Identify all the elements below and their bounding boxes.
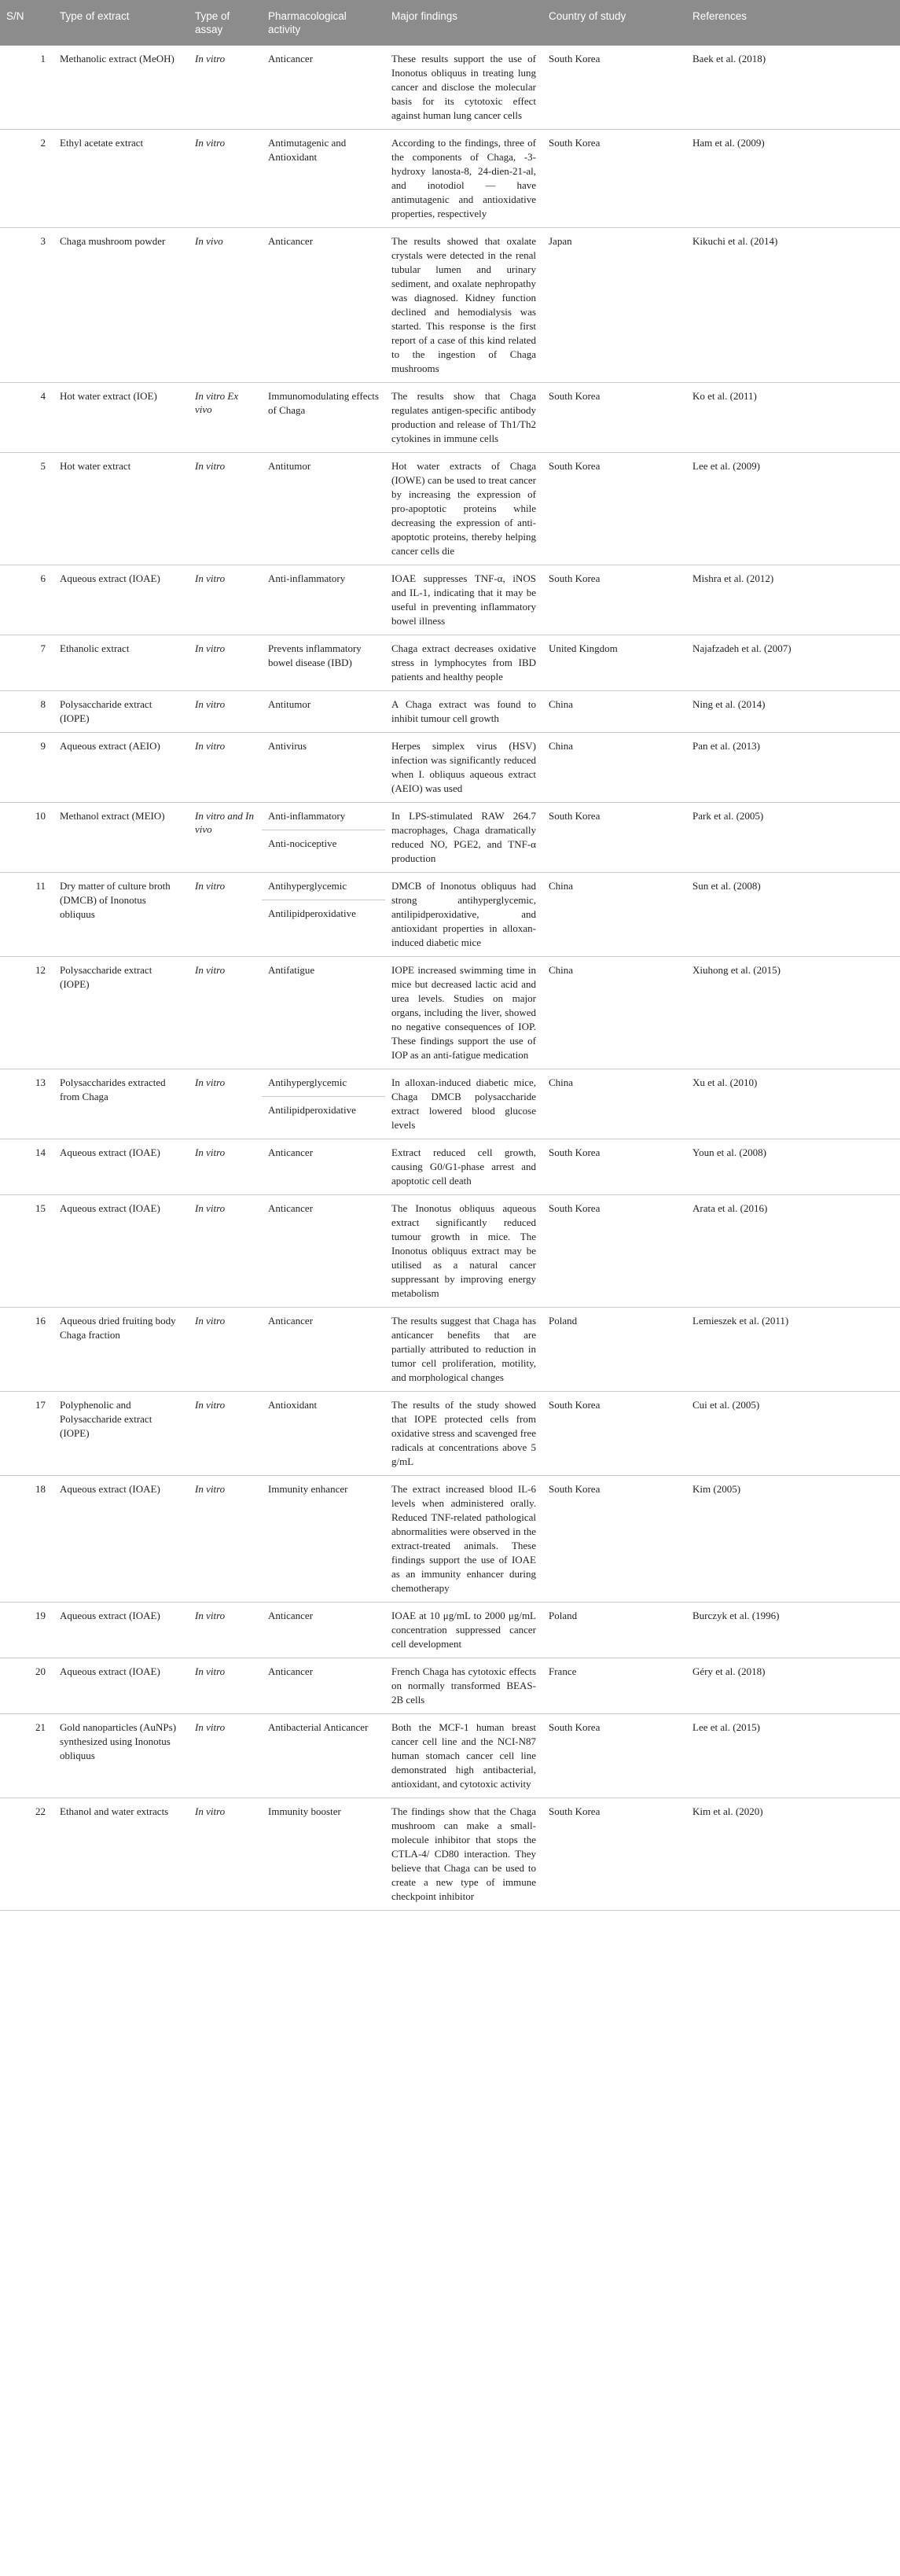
cell-activity xyxy=(262,635,385,691)
cell-extract: Aqueous extract (IOAE) xyxy=(53,1658,189,1714)
cell-reference: Kikuchi et al. (2014) xyxy=(686,228,900,383)
cell-reference: Ham et al. (2009) xyxy=(686,130,900,228)
cell-reference: Arata et al. (2016) xyxy=(686,1195,900,1308)
cell-assay: In vitro xyxy=(189,1658,262,1714)
cell-findings: A Chaga extract was found to inhibit tumour cell growth xyxy=(385,691,542,733)
cell-assay: In vitro xyxy=(189,1476,262,1603)
cell-reference: Ning et al. (2014) xyxy=(686,691,900,733)
cell-findings: The results showed that oxalate crystals were detected in the renal tubular lumen and urinary sediment, and oxalate nephropathy was diagnosed. Kidney function declined and hemodialysis was started. This response is the first report of a case of this kind related to the ingestion of Chaga mushrooms xyxy=(385,228,542,383)
cell-extract: Polysaccharides extracted from Chaga xyxy=(53,1069,189,1139)
cell-sn: 5 xyxy=(0,453,53,565)
cell-reference: Ko et al. (2011) xyxy=(686,383,900,453)
cell-activity xyxy=(262,957,385,1069)
cell-reference: Lemieszek et al. (2011) xyxy=(686,1308,900,1392)
activity-item: Anticancer xyxy=(268,235,314,247)
cell-extract: Gold nanoparticles (AuNPs) synthesized using Inonotus obliquus xyxy=(53,1714,189,1798)
activity-item: Anti-inflammatory xyxy=(268,572,346,584)
activity-item: Antimutagenic and Antioxidant xyxy=(268,137,347,163)
cell-country: United Kingdom xyxy=(542,635,686,691)
cell-assay: In vitro xyxy=(189,1798,262,1911)
cell-activity xyxy=(262,1392,385,1476)
header-country: Country of study xyxy=(542,0,686,46)
cell-country: South Korea xyxy=(542,1139,686,1195)
cell-findings: In LPS-stimulated RAW 264.7 macrophages, Chaga dramatically reduced NO, PGE2, and TNF-α production xyxy=(385,803,542,873)
cell-assay: In vitro xyxy=(189,1392,262,1476)
cell-activity xyxy=(262,803,385,873)
table-row xyxy=(0,453,900,565)
cell-assay: In vitro xyxy=(189,1308,262,1392)
cell-sn: 9 xyxy=(0,733,53,803)
cell-sn: 4 xyxy=(0,383,53,453)
cell-findings: IOPE increased swimming time in mice but decreased lactic acid and urea levels. Studies on major organs, including the liver, showed no negative consequences of IOP. These findings support the use of IOP as an anti-fatigue medication xyxy=(385,957,542,1069)
activity-item: Immunomodulating effects of Chaga xyxy=(268,390,379,416)
cell-reference: Xu et al. (2010) xyxy=(686,1069,900,1139)
cell-findings: In alloxan-induced diabetic mice, Chaga DMCB polysaccharide extract lowered blood glucose levels xyxy=(385,1069,542,1139)
table-row xyxy=(0,957,900,1069)
cell-sn: 11 xyxy=(0,873,53,957)
cell-sn: 16 xyxy=(0,1308,53,1392)
cell-country: Poland xyxy=(542,1603,686,1658)
cell-extract: Aqueous extract (AEIO) xyxy=(53,733,189,803)
cell-sn: 1 xyxy=(0,46,53,130)
table-row xyxy=(0,1658,900,1714)
cell-assay: In vitro xyxy=(189,635,262,691)
cell-assay: In vitro xyxy=(189,1603,262,1658)
cell-reference: Baek et al. (2018) xyxy=(686,46,900,130)
cell-country: South Korea xyxy=(542,1195,686,1308)
cell-country: South Korea xyxy=(542,1798,686,1911)
cell-findings: DMCB of Inonotus obliquus had strong antihyperglycemic, antilipidperoxidative, and antioxidant properties in alloxan-induced diabetic mice xyxy=(385,873,542,957)
cell-country: Poland xyxy=(542,1308,686,1392)
cell-activity xyxy=(262,1658,385,1714)
cell-extract: Ethanol and water extracts xyxy=(53,1798,189,1911)
cell-country: South Korea xyxy=(542,1714,686,1798)
cell-reference: Burczyk et al. (1996) xyxy=(686,1603,900,1658)
cell-extract: Ethyl acetate extract xyxy=(53,130,189,228)
header-type-assay: Type of assay xyxy=(189,0,262,46)
cell-sn: 12 xyxy=(0,957,53,1069)
cell-sn: 14 xyxy=(0,1139,53,1195)
table-row xyxy=(0,1308,900,1392)
cell-activity xyxy=(262,691,385,733)
cell-findings: Both the MCF-1 human breast cancer cell line and the NCI-N87 human stomach cancer cell line demonstrated high antibacterial, antioxidant, and cytotoxic activity xyxy=(385,1714,542,1798)
activity-item: Anti-nociceptive xyxy=(262,830,385,851)
cell-country: South Korea xyxy=(542,130,686,228)
activity-item: Anticancer xyxy=(268,1202,314,1214)
cell-assay: In vitro xyxy=(189,46,262,130)
cell-extract: Polysaccharide extract (IOPE) xyxy=(53,691,189,733)
table-row xyxy=(0,1476,900,1603)
table-row xyxy=(0,1392,900,1476)
cell-sn: 21 xyxy=(0,1714,53,1798)
activity-item: Anticancer xyxy=(268,53,314,64)
cell-sn: 15 xyxy=(0,1195,53,1308)
cell-activity xyxy=(262,873,385,957)
activity-item: Antihyperglycemic xyxy=(268,1076,347,1088)
cell-country: South Korea xyxy=(542,1476,686,1603)
activity-item: Immunity enhancer xyxy=(268,1483,348,1495)
cell-activity xyxy=(262,453,385,565)
cell-country: South Korea xyxy=(542,1392,686,1476)
activity-item: Immunity booster xyxy=(268,1805,341,1817)
cell-sn: 13 xyxy=(0,1069,53,1139)
cell-sn: 17 xyxy=(0,1392,53,1476)
cell-country: China xyxy=(542,1069,686,1139)
cell-reference: Kim et al. (2020) xyxy=(686,1798,900,1911)
activity-item: Anticancer xyxy=(268,1610,314,1621)
cell-sn: 8 xyxy=(0,691,53,733)
cell-reference: Mishra et al. (2012) xyxy=(686,565,900,635)
cell-activity xyxy=(262,1308,385,1392)
table-row xyxy=(0,383,900,453)
cell-sn: 2 xyxy=(0,130,53,228)
cell-assay: In vivo xyxy=(189,228,262,383)
cell-findings: IOAE at 10 μg/mL to 2000 μg/mL concentration suppressed cancer cell development xyxy=(385,1603,542,1658)
cell-findings: The Inonotus obliquus aqueous extract significantly reduced tumour growth in mice. The Inonotus obliquus extract may be utilised as a natural cancer suppressant by improving energy metabolism xyxy=(385,1195,542,1308)
cell-reference: Lee et al. (2009) xyxy=(686,453,900,565)
cell-activity xyxy=(262,1139,385,1195)
cell-findings: The results of the study showed that IOPE protected cells from oxidative stress and scavenged free radicals at concentrations above 5 g/mL xyxy=(385,1392,542,1476)
cell-extract: Aqueous extract (IOAE) xyxy=(53,1476,189,1603)
cell-assay: In vitro xyxy=(189,691,262,733)
cell-findings: According to the findings, three of the components of Chaga, -3-hydroxy lanosta-8, 24-dien-21-al, and inotodiol — have antimutagenic and antioxidative properties, respectively xyxy=(385,130,542,228)
table-row xyxy=(0,733,900,803)
activity-item: Antitumor xyxy=(268,698,311,710)
header-type-extract: Type of extract xyxy=(53,0,189,46)
cell-extract: Aqueous extract (IOAE) xyxy=(53,1603,189,1658)
cell-sn: 22 xyxy=(0,1798,53,1911)
cell-assay: In vitro xyxy=(189,957,262,1069)
cell-extract: Hot water extract xyxy=(53,453,189,565)
table-row xyxy=(0,1603,900,1658)
activity-item: Antilipidperoxidative xyxy=(262,900,385,921)
cell-activity xyxy=(262,565,385,635)
cell-sn: 3 xyxy=(0,228,53,383)
table-row xyxy=(0,1714,900,1798)
table-row xyxy=(0,565,900,635)
cell-activity xyxy=(262,130,385,228)
cell-assay: In vitro xyxy=(189,873,262,957)
cell-extract: Methanolic extract (MeOH) xyxy=(53,46,189,130)
cell-extract: Dry matter of culture broth (DMCB) of Inonotus obliquus xyxy=(53,873,189,957)
cell-reference: Park et al. (2005) xyxy=(686,803,900,873)
cell-country: South Korea xyxy=(542,803,686,873)
cell-reference: Najafzadeh et al. (2007) xyxy=(686,635,900,691)
cell-reference: Lee et al. (2015) xyxy=(686,1714,900,1798)
cell-country: South Korea xyxy=(542,565,686,635)
cell-activity xyxy=(262,46,385,130)
table-row xyxy=(0,1195,900,1308)
table-row xyxy=(0,46,900,130)
cell-extract: Polysaccharide extract (IOPE) xyxy=(53,957,189,1069)
activity-item: Antitumor xyxy=(268,460,311,472)
cell-activity xyxy=(262,1603,385,1658)
cell-assay: In vitro xyxy=(189,1714,262,1798)
cell-country: Japan xyxy=(542,228,686,383)
cell-country: France xyxy=(542,1658,686,1714)
cell-extract: Methanol extract (MEIO) xyxy=(53,803,189,873)
cell-reference: Youn et al. (2008) xyxy=(686,1139,900,1195)
cell-country: China xyxy=(542,691,686,733)
cell-sn: 20 xyxy=(0,1658,53,1714)
cell-activity xyxy=(262,1069,385,1139)
cell-reference: Cui et al. (2005) xyxy=(686,1392,900,1476)
cell-activity xyxy=(262,1714,385,1798)
activity-item: Antifatigue xyxy=(268,964,315,976)
cell-extract: Aqueous dried fruiting body Chaga fraction xyxy=(53,1308,189,1392)
activity-item: Anti-inflammatory xyxy=(268,810,346,822)
cell-extract: Hot water extract (IOE) xyxy=(53,383,189,453)
cell-country: China xyxy=(542,733,686,803)
table-row xyxy=(0,873,900,957)
activity-item: Anticancer xyxy=(268,1315,314,1327)
cell-country: South Korea xyxy=(542,383,686,453)
table-body xyxy=(0,46,900,1911)
cell-reference: Kim (2005) xyxy=(686,1476,900,1603)
cell-sn: 7 xyxy=(0,635,53,691)
cell-findings: The results show that Chaga regulates antigen-specific antibody production and release of Th1/Th2 cytokines in immune cells xyxy=(385,383,542,453)
activity-item: Prevents inflammatory bowel disease (IBD) xyxy=(268,642,362,668)
cell-assay: In vitro xyxy=(189,1139,262,1195)
cell-findings: The findings show that the Chaga mushroom can make a small-molecule inhibitor that stops the CTLA-4/ CD80 interaction. They believe that Chaga can be used to create a new type of immune checkpoint inhibitor xyxy=(385,1798,542,1911)
cell-country: China xyxy=(542,957,686,1069)
cell-findings: French Chaga has cytotoxic effects on normally transformed BEAS-2B cells xyxy=(385,1658,542,1714)
cell-activity xyxy=(262,228,385,383)
cell-reference: Sun et al. (2008) xyxy=(686,873,900,957)
table-row xyxy=(0,1798,900,1911)
cell-sn: 6 xyxy=(0,565,53,635)
table-row xyxy=(0,1139,900,1195)
cell-extract: Aqueous extract (IOAE) xyxy=(53,1195,189,1308)
header-sn: S/N xyxy=(0,0,53,46)
cell-findings: The extract increased blood IL-6 levels when administered orally. Reduced TNF-related pathological abnormalities were observed in the extract-treated animals. These findings support the use of IOAE as an immunity enhancer during chemotherapy xyxy=(385,1476,542,1603)
header-activity: Pharmacological activity xyxy=(262,0,385,46)
table-row xyxy=(0,228,900,383)
table-row xyxy=(0,691,900,733)
cell-assay: In vitro xyxy=(189,733,262,803)
cell-assay: In vitro xyxy=(189,453,262,565)
cell-reference: Géry et al. (2018) xyxy=(686,1658,900,1714)
cell-country: South Korea xyxy=(542,453,686,565)
table-header xyxy=(0,0,900,46)
cell-sn: 10 xyxy=(0,803,53,873)
activity-item: Antihyperglycemic xyxy=(268,880,347,892)
cell-sn: 19 xyxy=(0,1603,53,1658)
cell-assay: In vitro and In vivo xyxy=(189,803,262,873)
cell-extract: Aqueous extract (IOAE) xyxy=(53,1139,189,1195)
cell-findings: These results support the use of Inonotus obliquus in treating lung cancer and disclose the molecular basis for its cytotoxic effect against human lung cancer cells xyxy=(385,46,542,130)
cell-sn: 18 xyxy=(0,1476,53,1603)
cell-activity xyxy=(262,383,385,453)
cell-activity xyxy=(262,733,385,803)
table-row xyxy=(0,1069,900,1139)
activity-item: Antilipidperoxidative xyxy=(262,1096,385,1117)
cell-findings: Herpes simplex virus (HSV) infection was significantly reduced when I. obliquus aqueous extract (AEIO) was used xyxy=(385,733,542,803)
cell-assay: In vitro xyxy=(189,1069,262,1139)
cell-findings: Chaga extract decreases oxidative stress in lymphocytes from IBD patients and healthy people xyxy=(385,635,542,691)
cell-assay: In vitro xyxy=(189,565,262,635)
activity-item: Anticancer xyxy=(268,1665,314,1677)
cell-findings: Extract reduced cell growth, causing G0/G1-phase arrest and apoptotic cell death xyxy=(385,1139,542,1195)
cell-extract: Ethanolic extract xyxy=(53,635,189,691)
table-row xyxy=(0,130,900,228)
cell-reference: Xiuhong et al. (2015) xyxy=(686,957,900,1069)
activity-item: Antibacterial Anticancer xyxy=(268,1721,369,1733)
header-references: References xyxy=(686,0,900,46)
cell-activity xyxy=(262,1195,385,1308)
cell-reference: Pan et al. (2013) xyxy=(686,733,900,803)
activity-item: Anticancer xyxy=(268,1146,314,1158)
cell-assay: In vitro xyxy=(189,130,262,228)
table-row xyxy=(0,635,900,691)
cell-extract: Chaga mushroom powder xyxy=(53,228,189,383)
activity-item: Antivirus xyxy=(268,740,307,752)
table-row xyxy=(0,803,900,873)
cell-findings: Hot water extracts of Chaga (IOWE) can be used to treat cancer by increasing the expression of pro-apoptotic proteins while decreasing the expression of anti-apoptotic proteins, thereby helping cancer cells die xyxy=(385,453,542,565)
cell-country: China xyxy=(542,873,686,957)
cell-extract: Polyphenolic and Polysaccharide extract (IOPE) xyxy=(53,1392,189,1476)
cell-assay: In vitro xyxy=(189,1195,262,1308)
cell-findings: The results suggest that Chaga has anticancer benefits that are partially attributed to reduction in tumor cell proliferation, motility, and morphological changes xyxy=(385,1308,542,1392)
header-findings: Major findings xyxy=(385,0,542,46)
activity-item: Antioxidant xyxy=(268,1399,318,1411)
cell-assay: In vitro Ex vivo xyxy=(189,383,262,453)
header-row xyxy=(0,0,900,46)
cell-extract: Aqueous extract (IOAE) xyxy=(53,565,189,635)
cell-activity xyxy=(262,1798,385,1911)
cell-findings: IOAE suppresses TNF-α, iNOS and IL-1, indicating that it may be useful in preventing inflammatory bowel illness xyxy=(385,565,542,635)
cell-country: South Korea xyxy=(542,46,686,130)
cell-activity xyxy=(262,1476,385,1603)
